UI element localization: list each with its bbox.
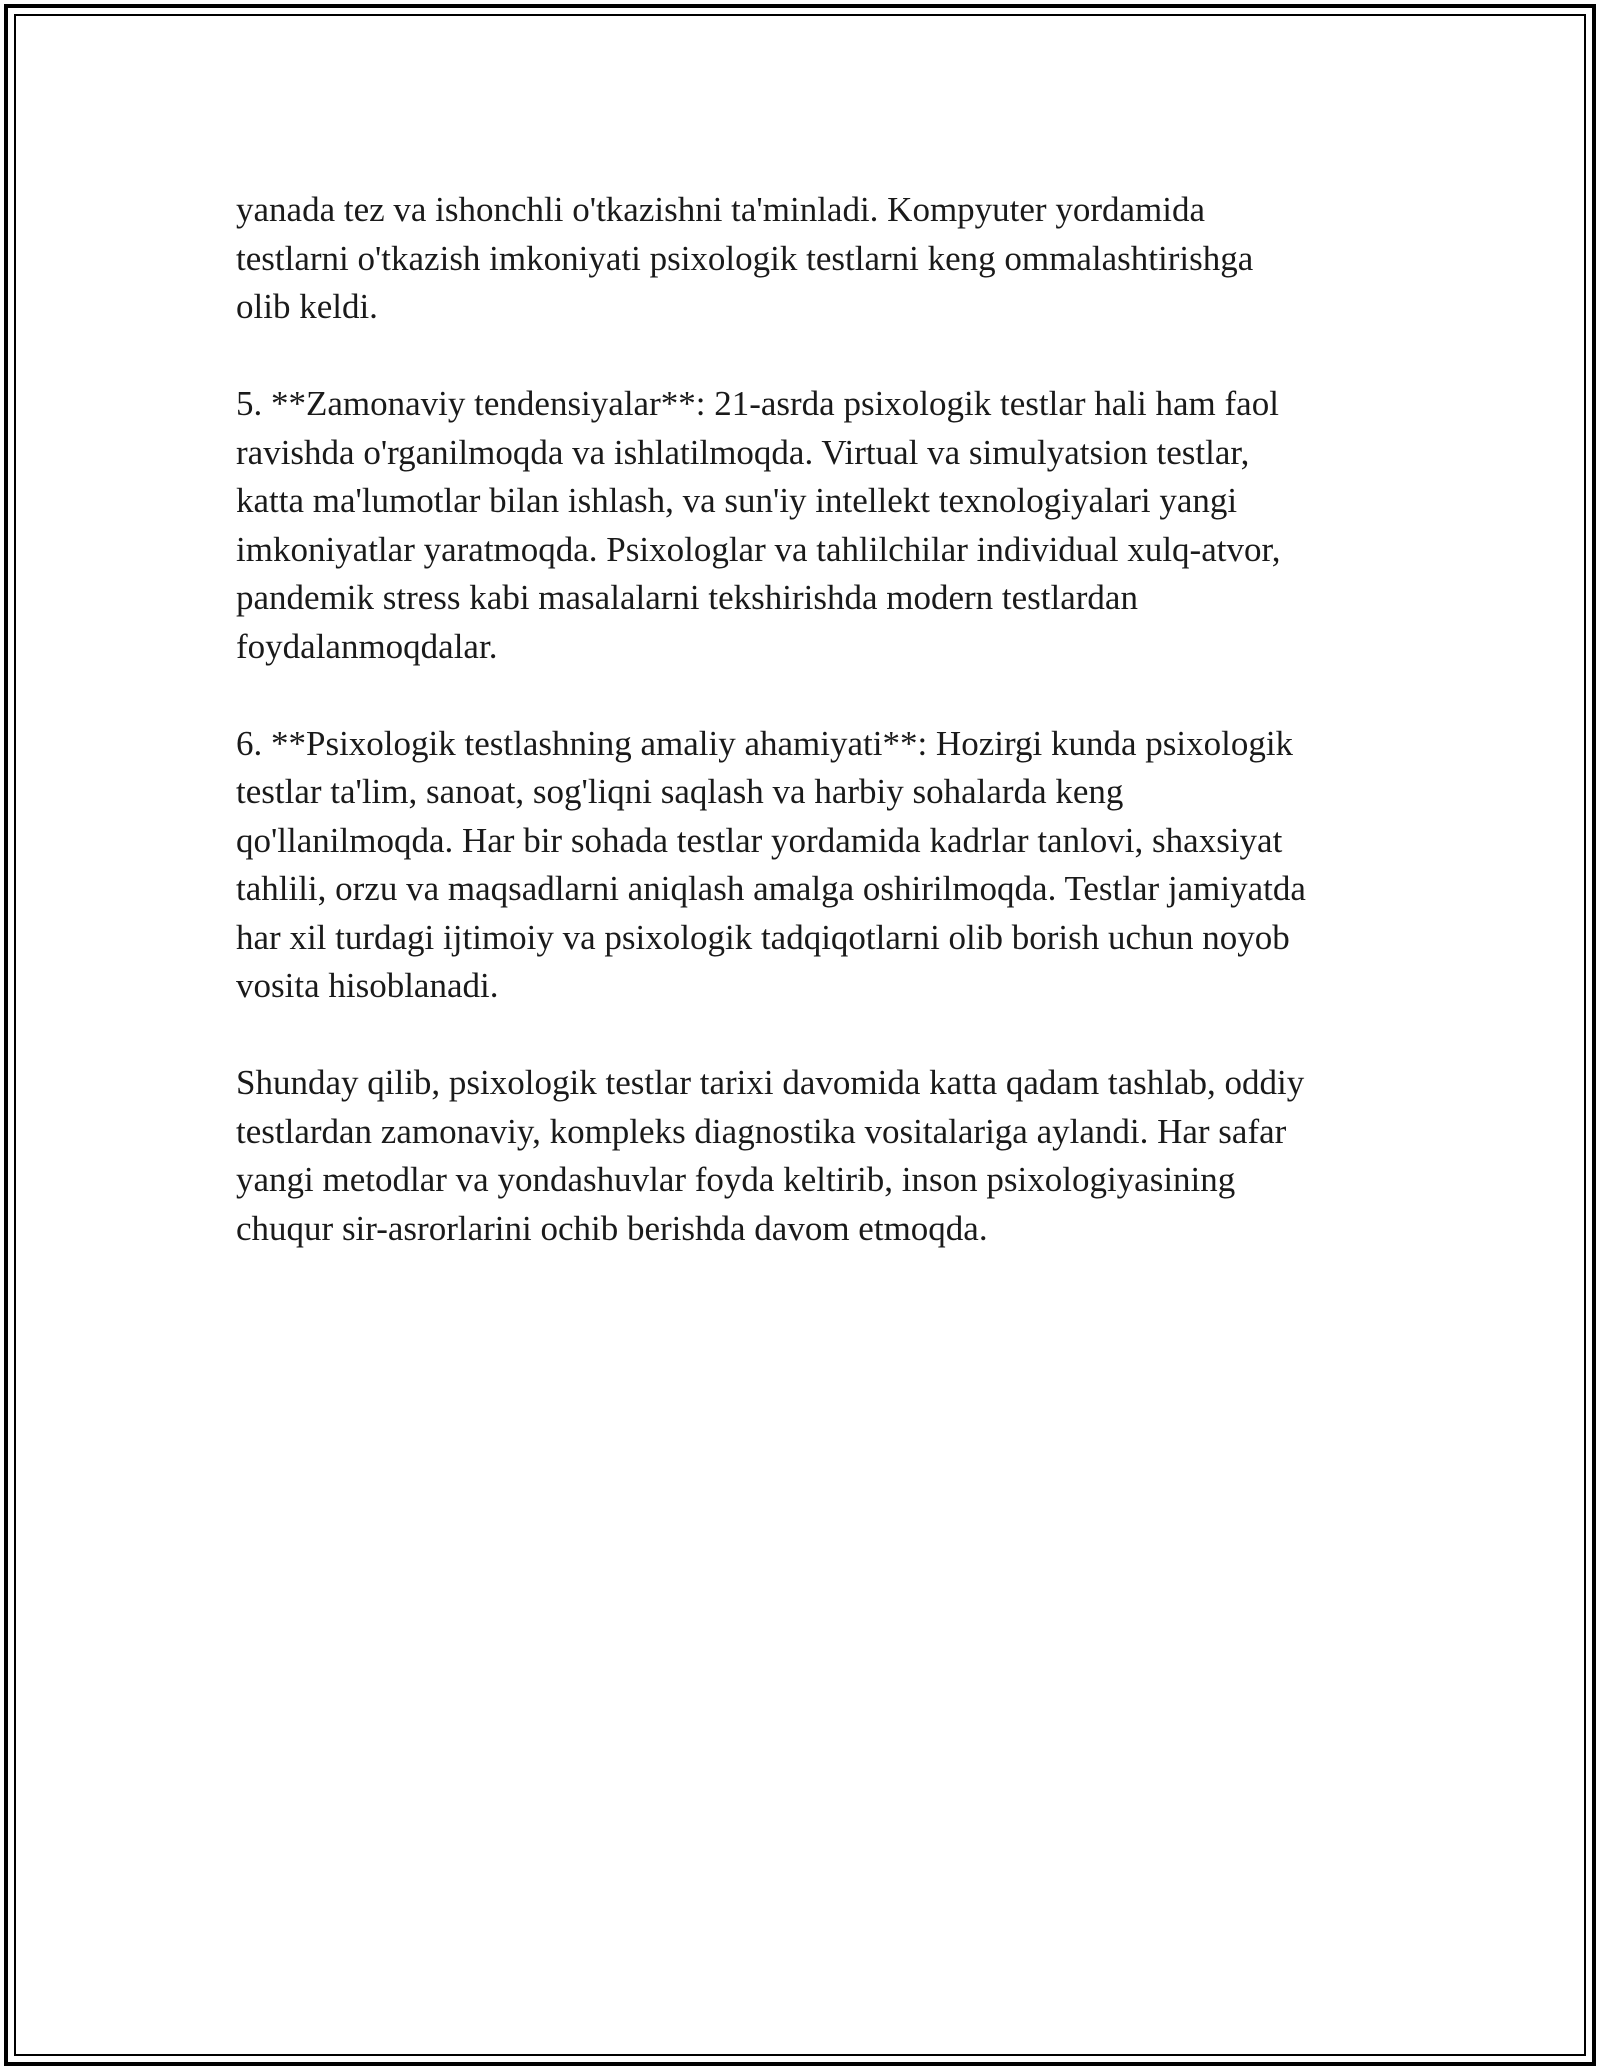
paragraph-continuation: yanada tez va ishonchli o'tkazishni ta'minladi. Kompyuter yordamida testlarni o'tkazish imkoniyati psixologik testlarni keng ommalashtirishga olib keldi. bbox=[236, 190, 1254, 326]
paragraph-practical-significance: 6. **Psixologik testlashning amaliy ahamiyati**: Hozirgi kunda psixologik testlar ta'lim, sanoat, sog'liqni saqlash va harbiy sohalarda keng qo'llanilmoqda. Har bir sohada testlar yordamida kadrlar tanlovi, shaxsiyat tahlili, orzu va maqsadlarni aniqlash amalga oshirilmoqda. Testlar jamiyatda har xil turdagi ijtimoiy va psixologik tadqiqotlarni olib borish uchun noyob vosita hisoblanadi. bbox=[236, 723, 1306, 1005]
document-body bbox=[236, 186, 1376, 1253]
paragraph-conclusion: Shunday qilib, psixologik testlar tarixi davomida katta qadam tashlab, oddiy testlardan zamonaviy, kompleks diagnostika vositalariga aylandi. Har safar yangi metodlar va yondashuvlar foyda keltirib, inson psixologiyasining chuqur sir-asrorlarini ochib berishda davom etmoqda. bbox=[236, 1063, 1305, 1248]
paragraph-modern-trends: 5. **Zamonaviy tendensiyalar**: 21-asrda psixologik testlar hali ham faol ravishda o'rganilmoqda va ishlatilmoqda. Virtual va simulyatsion testlar, katta ma'lumotlar bilan ishlash, va sun'iy intellekt texnologiyalari yangi imkoniyatlar yaratmoqda. Psixologlar va tahlilchilar individual xulq-atvor, pandemik stress kabi masalalarni tekshirishda modern testlardan foydalanmoqdalar. bbox=[236, 384, 1281, 666]
